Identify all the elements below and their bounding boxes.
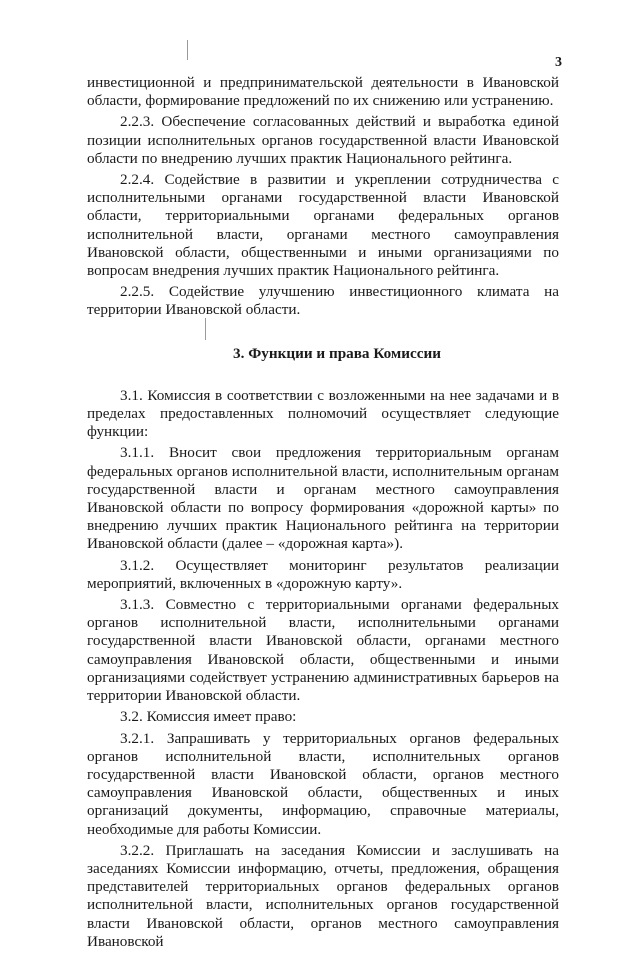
paragraph-3-1-3: 3.1.3. Совместно с территориальными органами федеральных органов исполнительной власти, исполнительными органами государственной власти Ивановской области, органами местного самоуправления Ивановской области, общественными и иными организациями содействует устранению административных барьеров на территории Ивановской области. [87,596,559,705]
paragraph-3-2-2: 3.2.2. Приглашать на заседания Комиссии и заслушивать на заседаниях Комиссии информацию, отчеты, предложения, обращения представителей территориальных органов федеральных органов исполнительной власти, исполнительных органов государственной власти Ивановской области, органов местного самоуправления Ивановской [87,841,559,950]
paragraph-2-2-4: 2.2.4. Содействие в развитии и укреплении сотрудничества с исполнительными органами государственной власти Ивановской области, территориальными органами федеральных органов исполнительной власти, органами местного самоуправления Ивановской области, общественными и иными организациями по вопросам внедрения лучших практик Национального рейтинга. [87,171,559,280]
paragraph-2-2-3: 2.2.3. Обеспечение согласованных действий и выработка единой позиции исполнительных органов государственной власти Ивановской области по внедрению лучших практик Национального рейтинга. [87,113,559,167]
paragraph-continuation: инвестиционной и предпринимательской деятельности в Ивановской области, формирование предложений по их снижению или устранению. [87,74,559,110]
scan-mark-top [187,40,188,60]
paragraph-3-1-2: 3.1.2. Осуществляет мониторинг результатов реализации мероприятий, включенных в «дорожную карту». [87,556,559,592]
page-number: 3 [555,55,562,70]
document-body [87,74,559,954]
paragraph-2-2-5: 2.2.5. Содействие улучшению инвестиционного климата на территории Ивановской области. [87,283,559,319]
paragraph-3-1-1: 3.1.1. Вносит свои предложения территориальным органам федеральных органов исполнительной власти, исполнительным органам государственной власти и органам местного самоуправления Ивановской области по вопросу формирования «дорожной карты» по внедрению лучших практик Национального рейтинга на территории Ивановской области (далее – «дорожная карта»). [87,444,559,553]
paragraph-3-2: 3.2. Комиссия имеет право: [120,708,297,726]
paragraph-3-2-1: 3.2.1. Запрашивать у территориальных органов федеральных органов исполнительной власти, исполнительных органов государственной власти Ивановской области, органов местного самоуправления Ивановской области, общественных и иных организаций документы, информацию, справочные материалы, необходимые для работы Комиссии. [87,729,559,838]
section-heading: 3. Функции и права Комиссии [233,344,441,362]
paragraph-3-1: 3.1. Комиссия в соответствии с возложенными на нее задачами и в пределах предоставленных полномочий осуществляет следующие функции: [87,386,559,441]
